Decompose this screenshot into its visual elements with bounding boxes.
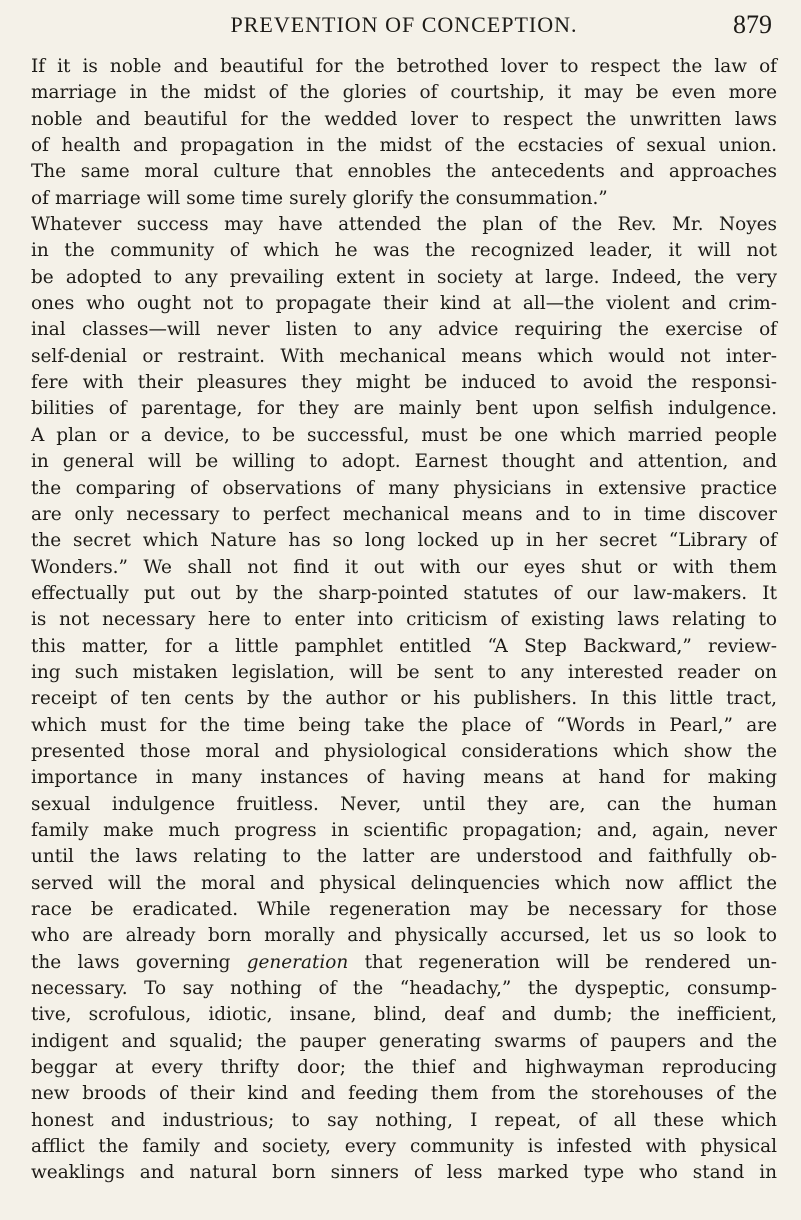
- page-number: 879: [733, 10, 772, 39]
- text-line: honest and industrious; to say nothing, I repeat, of all these which: [31, 1109, 777, 1131]
- text-line: of marriage will some time surely glorify the consummation.”: [31, 187, 608, 209]
- body-text: [31, 54, 777, 1187]
- text-line: be adopted to any prevailing extent in society at large. Indeed, the very: [31, 266, 777, 288]
- text-line: in the community of which he was the recognized leader, it will not: [31, 240, 777, 262]
- text-line: sexual indulgence fruitless. Never, until they are, can the human: [31, 793, 777, 815]
- text-line: of health and propagation in the midst of the ecstacies of sexual union.: [31, 135, 777, 157]
- text-line: indigent and squalid; the pauper generating swarms of paupers and the: [31, 1030, 777, 1052]
- text-line: The same moral culture that ennobles the antecedents and approaches: [31, 161, 777, 183]
- text-line: until the laws relating to the latter are understood and faithfully ob-: [31, 846, 777, 868]
- text-line: [31, 950, 777, 976]
- text-line: Whatever success may have attended the plan of the Rev. Mr. Noyes: [31, 214, 777, 236]
- text-line: this matter, for a little pamphlet entitled “A Step Backward,” review-: [31, 635, 777, 657]
- text-line: importance in many instances of having means at hand for making: [31, 767, 777, 789]
- text-line: tive, scrofulous, idiotic, insane, blind, deaf and dumb; the inefficient,: [31, 1004, 777, 1026]
- text-line: fere with their pleasures they might be induced to avoid the responsi-: [31, 372, 777, 394]
- text-line: which must for the time being take the place of “Words in Pearl,” are: [31, 714, 777, 736]
- text-line: new broods of their kind and feeding them from the storehouses of the: [31, 1083, 777, 1105]
- text-line: bilities of parentage, for they are mainly bent upon selfish indulgence.: [31, 398, 777, 420]
- text-line: necessary. To say nothing of the “headachy,” the dyspeptic, consump-: [31, 978, 777, 1000]
- text-segment: that regeneration will be rendered un-: [348, 951, 777, 973]
- text-line: Wonders.” We shall not find it out with our eyes shut or with them: [31, 556, 777, 578]
- text-line: who are already born morally and physically accursed, let us so look to: [31, 925, 777, 947]
- text-line: If it is noble and beautiful for the betrothed lover to respect the law of: [31, 56, 777, 77]
- text-line: is not necessary here to enter into criticism of existing laws relating to: [31, 609, 777, 631]
- paragraph: [31, 54, 777, 1187]
- text-line: the secret which Nature has so long locked up in her secret “Library of: [31, 530, 777, 552]
- text-line: A plan or a device, to be successful, must be one which married people: [31, 424, 777, 446]
- text-line: afflict the family and society, every community is infested with physical: [31, 1136, 777, 1158]
- text-line: are only necessary to perfect mechanical means and to in time discover: [31, 503, 777, 525]
- text-line: effectually put out by the sharp-pointed statutes of our law-makers. It: [31, 582, 777, 604]
- text-line: ing such mistaken legislation, will be sent to any interested reader on: [31, 661, 777, 683]
- text-line: the comparing of observations of many physicians in extensive practice: [31, 477, 777, 499]
- text-line: marriage in the midst of the glories of courtship, it may be even more: [31, 82, 777, 104]
- text-line: inal classes—will never listen to any advice requiring the exercise of: [31, 319, 777, 341]
- text-line: weaklings and natural born sinners of less marked type who stand in: [31, 1162, 777, 1184]
- text-line: noble and beautiful for the wedded lover to respect the unwritten laws: [31, 108, 777, 130]
- text-line: beggar at every thrifty door; the thief and highwayman reproducing: [31, 1057, 777, 1079]
- text-line: ones who ought not to propagate their kind at all—the violent and crim-: [31, 293, 777, 315]
- text-line: receipt of ten cents by the author or his publishers. In this little tract,: [31, 688, 777, 710]
- text-line: self-denial or restraint. With mechanical means which would not inter-: [31, 345, 777, 367]
- text-line: in general will be willing to adopt. Earnest thought and attention, and: [31, 451, 777, 473]
- text-segment: the laws governing: [31, 951, 247, 973]
- text-line: presented those moral and physiological considerations which show the: [31, 740, 777, 762]
- text-line: family make much progress in scientific propagation; and, again, never: [31, 819, 777, 841]
- text-line: race be eradicated. While regeneration may be necessary for those: [31, 899, 777, 920]
- italic-word: generation: [246, 951, 349, 973]
- running-head: [31, 8, 777, 44]
- text-line: served will the moral and physical delinquencies which now afflict the: [31, 872, 777, 894]
- running-title: PREVENTION OF CONCEPTION.: [230, 12, 578, 37]
